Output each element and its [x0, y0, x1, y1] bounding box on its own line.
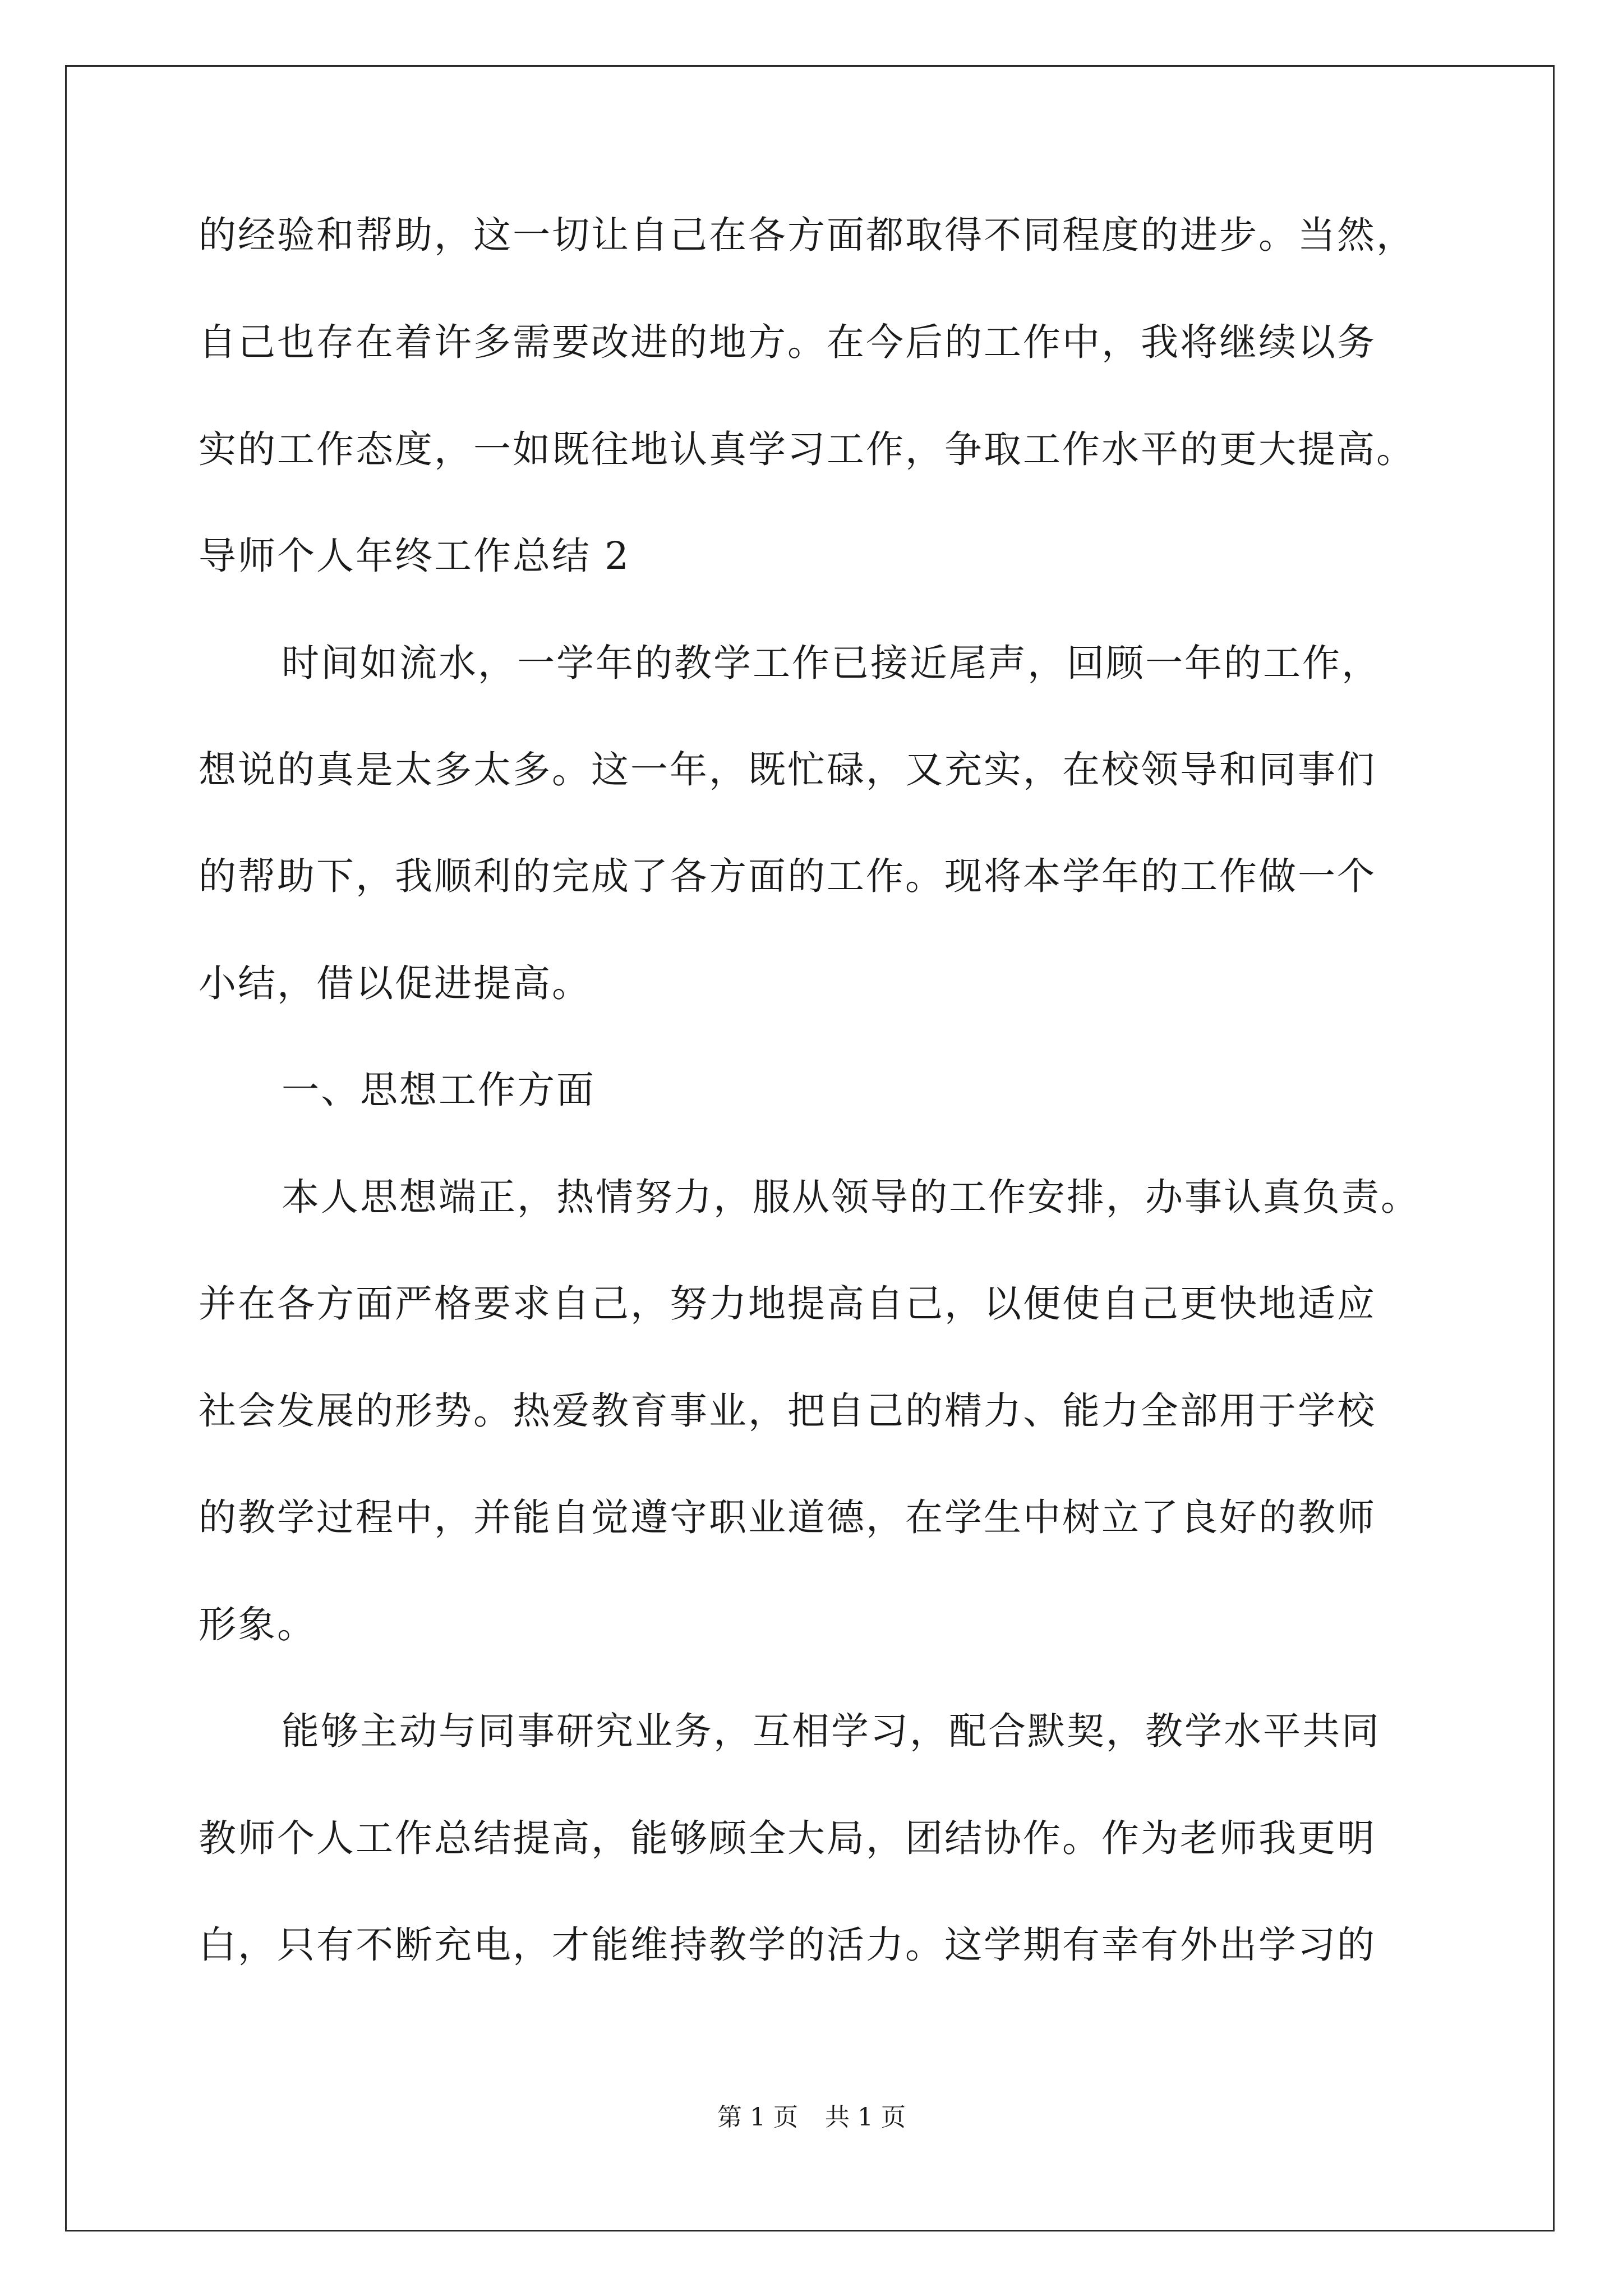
- text-line: 自己也存在着许多需要改进的地方。在今后的工作中，我将继续以务: [199, 320, 1376, 364]
- text-line: 想说的真是太多太多。这一年，既忙碌，又充实，在校领导和同事们: [199, 748, 1376, 792]
- text-line: 并在各方面严格要求自己，努力地提高自己，以便使自己更快地适应: [199, 1282, 1376, 1326]
- text-line: 教师个人工作总结提高，能够顾全大局，团结协作。作为老师我更明: [199, 1816, 1376, 1860]
- page-number-total: 共 1 页: [825, 2103, 906, 2132]
- paragraph-first-line: 本人思想端正，热情努力，服从领导的工作安排，办事认真负责。: [282, 1175, 1420, 1219]
- text-line: 实的工作态度，一如既往地认真学习工作，争取工作水平的更大提高。: [199, 427, 1415, 471]
- page-number-current: 第 1 页: [717, 2103, 798, 2132]
- text-line: 的教学过程中，并能自觉遵守职业道德，在学生中树立了良好的教师: [199, 1496, 1376, 1539]
- text-line: 的经验和帮助，这一切让自己在各方面都取得不同程度的进步。当然，: [199, 213, 1415, 257]
- paragraph-first-line: 能够主动与同事研究业务，互相学习，配合默契，教学水平共同: [282, 1709, 1381, 1753]
- text-line: 白，只有不断充电，才能维持教学的活力。这学期有幸有外出学习的: [199, 1923, 1376, 1967]
- section-heading: 导师个人年终工作总结 2: [199, 534, 630, 578]
- page-footer: [0, 2101, 1623, 2134]
- subsection-heading: 一、思想工作方面: [282, 1068, 596, 1112]
- text-line: 小结，借以促进提高。: [199, 961, 591, 1005]
- text-line: 的帮助下，我顺利的完成了各方面的工作。现将本学年的工作做一个: [199, 854, 1376, 898]
- paragraph-first-line: 时间如流水，一学年的教学工作已接近尾声，回顾一年的工作，: [282, 641, 1381, 685]
- page-border: [65, 65, 1555, 2231]
- text-line: 社会发展的形势。热爱教育事业，把自己的精力、能力全部用于学校: [199, 1389, 1376, 1433]
- text-line: 形象。: [199, 1603, 316, 1646]
